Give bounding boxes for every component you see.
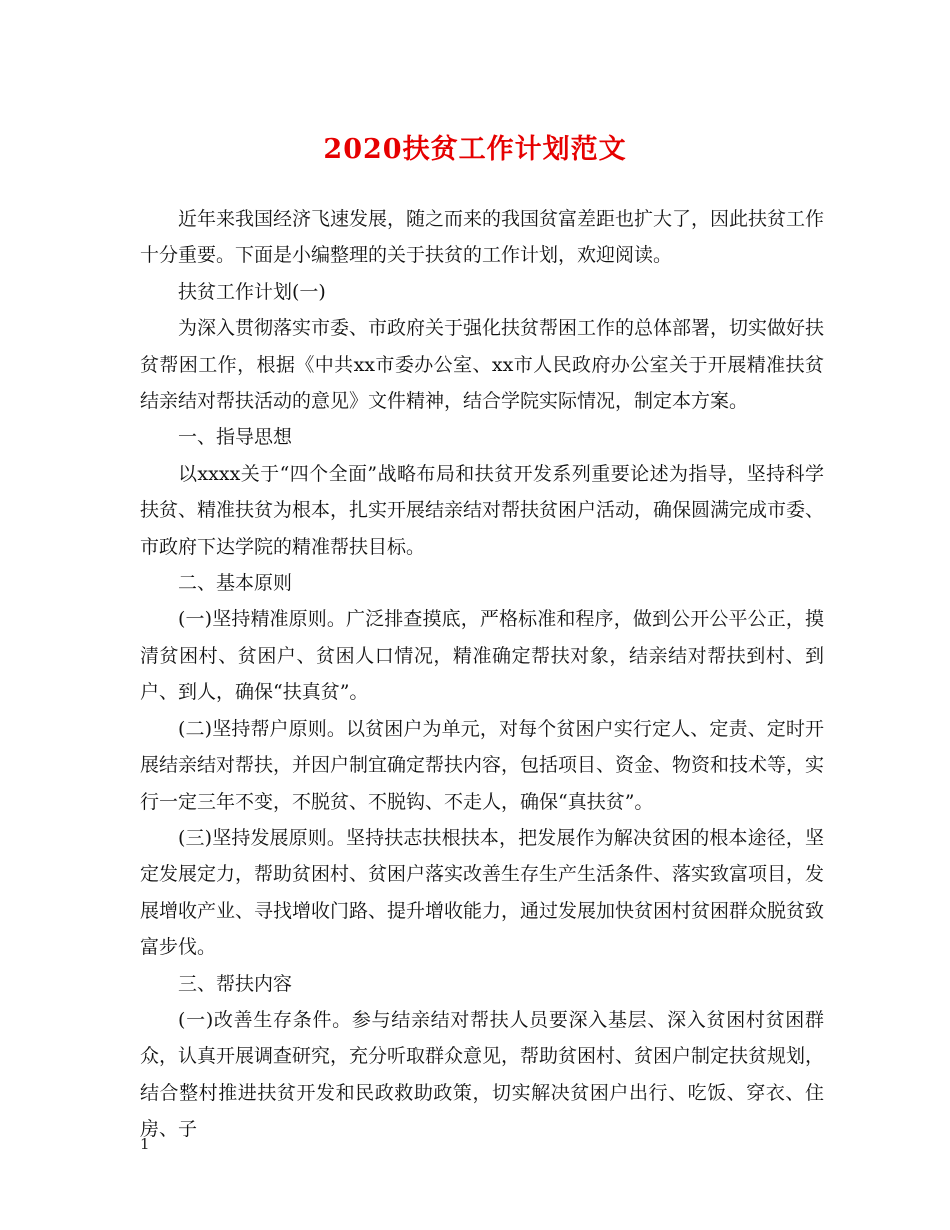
principle-development-paragraph: (三)坚持发展原则。坚持扶志扶根扶本，把发展作为解决贫困的根本途径，坚定发展定力，帮助贫困村、贫困户落实改善生存生产生活条件、落实致富项目，发展增收产业、寻找增收门路、提升增收能力，通过发展加快贫困村贫困群众脱贫致富步伐。: [140, 826, 825, 959]
principle-precision-paragraph: (一)坚持精准原则。广泛排查摸底，严格标准和程序，做到公开公平公正，摸清贫困村、贫困户、贫困人口情况，精准确定帮扶对象，结亲结对帮扶到村、到户、到人，确保“扶真贫”。: [140, 608, 824, 704]
intro-paragraph: 近年来我国经济飞速发展，随之而来的我国贫富差距也扩大了，因此扶贫工作十分重要。下面是小编整理的关于扶贫的工作计划，欢迎阅读。: [140, 208, 825, 267]
assistance-living-conditions-paragraph: (一)改善生存条件。参与结亲结对帮扶人员要深入基层、深入贫困村贫困群众，认真开展调查研究，充分听取群众意见，帮助贫困村、贫困户制定扶贫规划，结合整村推进扶贫开发和民政救助政策，切实解决贫困户出行、吃饭、穿衣、住房、子: [140, 1008, 825, 1141]
section-heading-basic-principles: 二、基本原则: [178, 572, 293, 595]
document-body: [140, 201, 824, 1148]
section-heading-guiding-ideology: 一、指导思想: [178, 426, 293, 449]
document-title: 2020扶贫工作计划范文: [323, 134, 627, 165]
section-heading-assistance-content: 三、帮扶内容: [178, 972, 293, 995]
principle-household-paragraph: (二)坚持帮户原则。以贫困户为单元，对每个贫困户实行定人、定责、定时开展结亲结对帮扶，并因户制宜确定帮扶内容，包括项目、资金、物资和技术等，实行一定三年不变，不脱贫、不脱钩、不走人，确保“真扶贫”。: [140, 717, 825, 813]
section-heading-plan-one: 扶贫工作计划(一): [178, 280, 326, 303]
guiding-ideology-paragraph: 以xxxx关于“四个全面”战略布局和扶贫开发系列重要论述为指导，坚持科学扶贫、精准扶贫为根本，扎实开展结亲结对帮扶贫困户活动，确保圆满完成市委、市政府下达学院的精准帮扶目标。: [140, 462, 825, 558]
page-number: 1: [140, 1135, 150, 1153]
plan-preamble-paragraph: 为深入贯彻落实市委、市政府关于强化扶贫帮困工作的总体部署，切实做好扶贫帮困工作，根据《中共xx市委办公室、xx市人民政府办公室关于开展精准扶贫结亲结对帮扶活动的意见》文件精神，结合学院实际情况，制定本方案。: [140, 317, 825, 413]
